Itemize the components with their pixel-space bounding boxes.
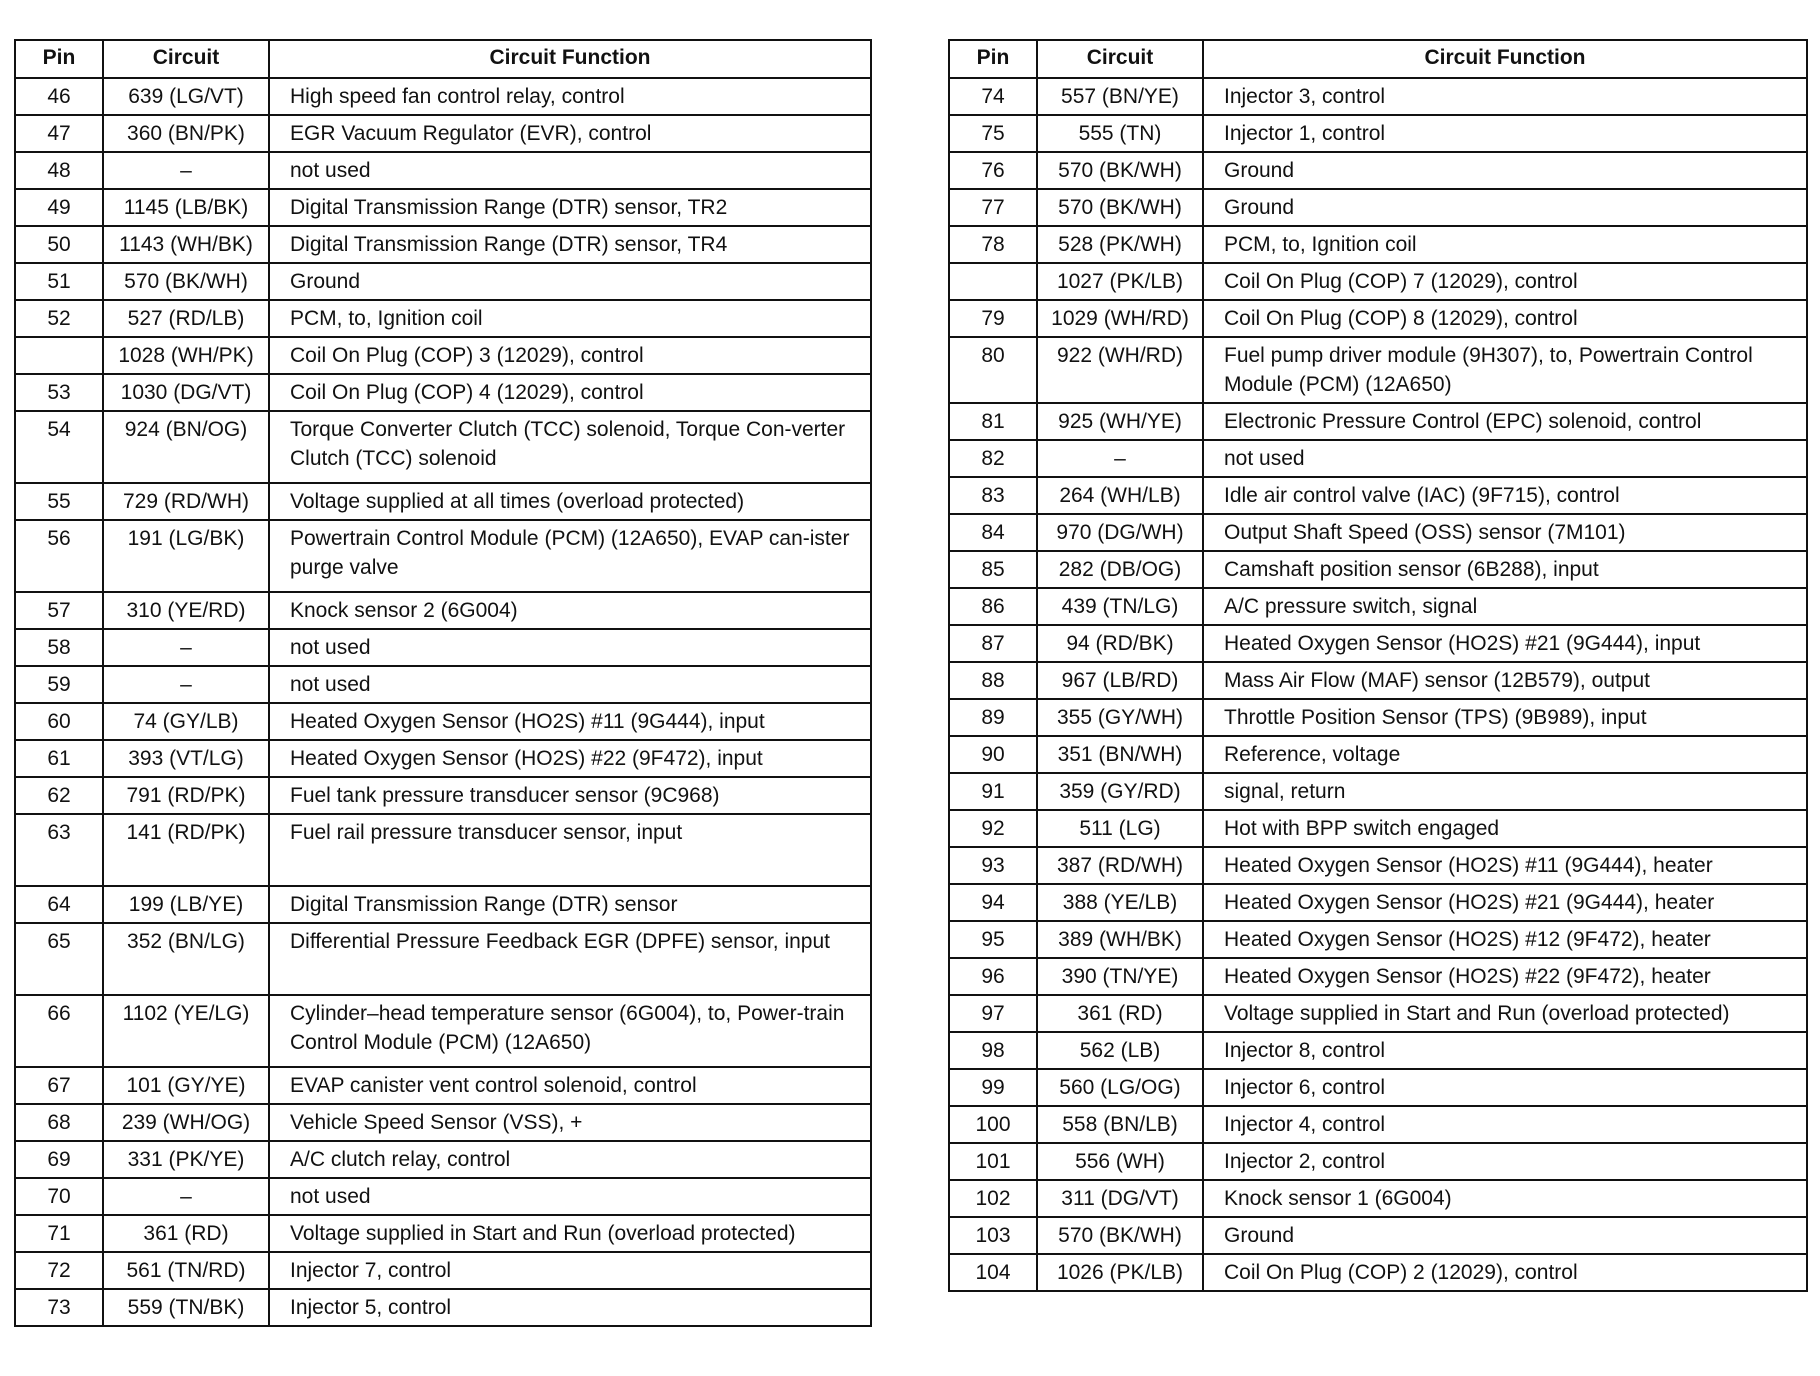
table-row [15, 1178, 871, 1215]
circuit-cell: 360 (BN/PK) [103, 115, 269, 152]
table-row [15, 703, 871, 740]
function-cell: Heated Oxygen Sensor (HO2S) #11 (9G444), input [269, 703, 871, 740]
pin-cell: 75 [949, 115, 1037, 152]
circuit-cell: 559 (TN/BK) [103, 1289, 269, 1326]
pin-table-left [14, 39, 872, 1327]
function-cell: Fuel rail pressure transducer sensor, input [269, 814, 871, 886]
function-cell: Heated Oxygen Sensor (HO2S) #22 (9F472), heater [1203, 958, 1807, 995]
pin-cell: 58 [15, 629, 103, 666]
pin-cell: 93 [949, 847, 1037, 884]
table-row [15, 886, 871, 923]
function-cell: Coil On Plug (COP) 8 (12029), control [1203, 300, 1807, 337]
table-row [15, 520, 871, 592]
circuit-cell: 264 (WH/LB) [1037, 477, 1203, 514]
circuit-cell: 141 (RD/PK) [103, 814, 269, 886]
function-cell: High speed fan control relay, control [269, 78, 871, 115]
circuit-cell: – [103, 152, 269, 189]
circuit-cell: 439 (TN/LG) [1037, 588, 1203, 625]
table-row [15, 1215, 871, 1252]
function-cell: Heated Oxygen Sensor (HO2S) #22 (9F472), input [269, 740, 871, 777]
pin-cell: 51 [15, 263, 103, 300]
pin-cell: 78 [949, 226, 1037, 263]
circuit-cell: – [103, 1178, 269, 1215]
table-row [949, 1180, 1807, 1217]
circuit-cell: 361 (RD) [103, 1215, 269, 1252]
circuit-cell: 390 (TN/YE) [1037, 958, 1203, 995]
pin-cell: 63 [15, 814, 103, 886]
pin-cell: 60 [15, 703, 103, 740]
table-row [949, 1217, 1807, 1254]
table-row [949, 115, 1807, 152]
function-cell: Digital Transmission Range (DTR) sensor, TR4 [269, 226, 871, 263]
pin-cell: 57 [15, 592, 103, 629]
table-row [15, 777, 871, 814]
table-row [15, 1067, 871, 1104]
function-cell: Mass Air Flow (MAF) sensor (12B579), output [1203, 662, 1807, 699]
table-row [15, 814, 871, 886]
table-row [15, 1252, 871, 1289]
circuit-cell: 361 (RD) [1037, 995, 1203, 1032]
function-cell: Coil On Plug (COP) 7 (12029), control [1203, 263, 1807, 300]
pin-cell: 73 [15, 1289, 103, 1326]
pin-cell: 71 [15, 1215, 103, 1252]
table-row [949, 625, 1807, 662]
table-row [15, 666, 871, 703]
circuit-cell: 570 (BK/WH) [1037, 1217, 1203, 1254]
pin-cell: 102 [949, 1180, 1037, 1217]
pin-cell: 82 [949, 440, 1037, 477]
table-row [949, 189, 1807, 226]
function-cell: Cylinder–head temperature sensor (6G004), to, Power-train Control Module (PCM) (12A650) [269, 995, 871, 1067]
table-row [949, 477, 1807, 514]
table-row [949, 1106, 1807, 1143]
table-row [949, 263, 1807, 300]
table-row [15, 152, 871, 189]
table-row [949, 921, 1807, 958]
circuit-cell: 925 (WH/YE) [1037, 403, 1203, 440]
function-cell: PCM, to, Ignition coil [1203, 226, 1807, 263]
function-cell: Torque Converter Clutch (TCC) solenoid, Torque Con-verter Clutch (TCC) solenoid [269, 411, 871, 483]
pin-cell: 90 [949, 736, 1037, 773]
circuit-cell: 1029 (WH/RD) [1037, 300, 1203, 337]
function-cell: Knock sensor 2 (6G004) [269, 592, 871, 629]
circuit-cell: 1143 (WH/BK) [103, 226, 269, 263]
pin-cell: 72 [15, 1252, 103, 1289]
pin-cell: 85 [949, 551, 1037, 588]
function-cell: Heated Oxygen Sensor (HO2S) #11 (9G444), heater [1203, 847, 1807, 884]
function-cell: Electronic Pressure Control (EPC) solenoid, control [1203, 403, 1807, 440]
function-cell: Coil On Plug (COP) 4 (12029), control [269, 374, 871, 411]
circuit-cell: 389 (WH/BK) [1037, 921, 1203, 958]
table-row [949, 1032, 1807, 1069]
circuit-cell: 393 (VT/LG) [103, 740, 269, 777]
pin-cell: 100 [949, 1106, 1037, 1143]
function-cell: Injector 5, control [269, 1289, 871, 1326]
circuit-cell: 352 (BN/LG) [103, 923, 269, 995]
table-row [15, 374, 871, 411]
table-row [949, 78, 1807, 115]
table-row [15, 263, 871, 300]
pin-header: Pin [949, 40, 1037, 78]
circuit-cell: 387 (RD/WH) [1037, 847, 1203, 884]
circuit-cell: 528 (PK/WH) [1037, 226, 1203, 263]
circuit-cell: 570 (BK/WH) [1037, 189, 1203, 226]
pin-cell: 104 [949, 1254, 1037, 1291]
circuit-cell: 557 (BN/YE) [1037, 78, 1203, 115]
pin-cell: 66 [15, 995, 103, 1067]
circuit-cell: 791 (RD/PK) [103, 777, 269, 814]
pin-cell: 84 [949, 514, 1037, 551]
circuit-cell: 94 (RD/BK) [1037, 625, 1203, 662]
circuit-cell: 239 (WH/OG) [103, 1104, 269, 1141]
pin-cell: 101 [949, 1143, 1037, 1180]
circuit-cell: 74 (GY/LB) [103, 703, 269, 740]
function-cell: not used [1203, 440, 1807, 477]
circuit-cell: 922 (WH/RD) [1037, 337, 1203, 403]
pin-cell: 54 [15, 411, 103, 483]
function-cell: Vehicle Speed Sensor (VSS), + [269, 1104, 871, 1141]
header-row [949, 40, 1807, 78]
table-row [949, 662, 1807, 699]
circuit-cell: 351 (BN/WH) [1037, 736, 1203, 773]
function-cell: Coil On Plug (COP) 2 (12029), control [1203, 1254, 1807, 1291]
pin-cell: 74 [949, 78, 1037, 115]
function-cell: Hot with BPP switch engaged [1203, 810, 1807, 847]
pin-cell: 89 [949, 699, 1037, 736]
function-cell: Differential Pressure Feedback EGR (DPFE) sensor, input [269, 923, 871, 995]
table-row [15, 592, 871, 629]
table-row [15, 740, 871, 777]
circuit-cell: 924 (BN/OG) [103, 411, 269, 483]
function-cell: Voltage supplied at all times (overload protected) [269, 483, 871, 520]
circuit-cell: 1027 (PK/LB) [1037, 263, 1203, 300]
pin-cell: 99 [949, 1069, 1037, 1106]
pin-cell: 97 [949, 995, 1037, 1032]
function-cell: Digital Transmission Range (DTR) sensor [269, 886, 871, 923]
table-row [949, 440, 1807, 477]
circuit-cell: 562 (LB) [1037, 1032, 1203, 1069]
pin-cell: 83 [949, 477, 1037, 514]
circuit-cell: 511 (LG) [1037, 810, 1203, 847]
circuit-cell: 388 (YE/LB) [1037, 884, 1203, 921]
function-cell: not used [269, 629, 871, 666]
pin-cell: 68 [15, 1104, 103, 1141]
table-row [949, 884, 1807, 921]
table-row [15, 995, 871, 1067]
table-row [15, 189, 871, 226]
function-cell: Camshaft position sensor (6B288), input [1203, 551, 1807, 588]
table-row [949, 810, 1807, 847]
pin-cell [949, 263, 1037, 300]
circuit-cell: 967 (LB/RD) [1037, 662, 1203, 699]
table-row [949, 847, 1807, 884]
pin-cell: 79 [949, 300, 1037, 337]
circuit-cell: 729 (RD/WH) [103, 483, 269, 520]
circuit-cell: 1102 (YE/LG) [103, 995, 269, 1067]
circuit-cell: 1145 (LB/BK) [103, 189, 269, 226]
pin-cell: 70 [15, 1178, 103, 1215]
table-row [15, 483, 871, 520]
table-row [949, 736, 1807, 773]
table-row [949, 1254, 1807, 1291]
circuit-cell: 355 (GY/WH) [1037, 699, 1203, 736]
function-cell: Output Shaft Speed (OSS) sensor (7M101) [1203, 514, 1807, 551]
function-cell: Coil On Plug (COP) 3 (12029), control [269, 337, 871, 374]
function-cell: Injector 4, control [1203, 1106, 1807, 1143]
function-cell: Ground [1203, 152, 1807, 189]
circuit-cell: 561 (TN/RD) [103, 1252, 269, 1289]
table-row [949, 226, 1807, 263]
function-cell: Voltage supplied in Start and Run (overload protected) [269, 1215, 871, 1252]
circuit-cell: 558 (BN/LB) [1037, 1106, 1203, 1143]
circuit-cell: 560 (LG/OG) [1037, 1069, 1203, 1106]
circuit-cell: 311 (DG/VT) [1037, 1180, 1203, 1217]
circuit-cell: – [103, 666, 269, 703]
function-cell: not used [269, 666, 871, 703]
table-row [15, 411, 871, 483]
circuit-header: Circuit [1037, 40, 1203, 78]
table-row [949, 152, 1807, 189]
table-row [15, 923, 871, 995]
function-cell: Injector 2, control [1203, 1143, 1807, 1180]
circuit-cell: – [103, 629, 269, 666]
table-row [949, 514, 1807, 551]
pin-cell: 87 [949, 625, 1037, 662]
function-cell: Ground [1203, 1217, 1807, 1254]
header-row [15, 40, 871, 78]
pin-cell: 80 [949, 337, 1037, 403]
pin-cell [15, 337, 103, 374]
pin-cell: 69 [15, 1141, 103, 1178]
circuit-cell: 970 (DG/WH) [1037, 514, 1203, 551]
function-cell: Injector 6, control [1203, 1069, 1807, 1106]
circuit-cell: 527 (RD/LB) [103, 300, 269, 337]
pin-cell: 56 [15, 520, 103, 592]
table-row [15, 78, 871, 115]
pin-cell: 62 [15, 777, 103, 814]
circuit-cell: 1026 (PK/LB) [1037, 1254, 1203, 1291]
circuit-cell: 639 (LG/VT) [103, 78, 269, 115]
pin-cell: 48 [15, 152, 103, 189]
function-cell: not used [269, 1178, 871, 1215]
pin-cell: 46 [15, 78, 103, 115]
function-cell: not used [269, 152, 871, 189]
pin-cell: 55 [15, 483, 103, 520]
circuit-cell: 555 (TN) [1037, 115, 1203, 152]
pin-cell: 76 [949, 152, 1037, 189]
table-row [949, 958, 1807, 995]
table-row [949, 1069, 1807, 1106]
table-row [949, 300, 1807, 337]
function-cell: Voltage supplied in Start and Run (overload protected) [1203, 995, 1807, 1032]
pin-cell: 50 [15, 226, 103, 263]
pin-cell: 88 [949, 662, 1037, 699]
function-cell: Heated Oxygen Sensor (HO2S) #12 (9F472), heater [1203, 921, 1807, 958]
function-header: Circuit Function [1203, 40, 1807, 78]
circuit-cell: 570 (BK/WH) [103, 263, 269, 300]
circuit-cell: 556 (WH) [1037, 1143, 1203, 1180]
circuit-cell: 101 (GY/YE) [103, 1067, 269, 1104]
function-cell: A/C clutch relay, control [269, 1141, 871, 1178]
function-cell: Ground [269, 263, 871, 300]
pin-cell: 67 [15, 1067, 103, 1104]
pin-cell: 95 [949, 921, 1037, 958]
table-row [949, 995, 1807, 1032]
pin-cell: 91 [949, 773, 1037, 810]
function-cell: Fuel tank pressure transducer sensor (9C968) [269, 777, 871, 814]
pin-table-right [948, 39, 1808, 1292]
circuit-cell: 191 (LG/BK) [103, 520, 269, 592]
circuit-cell: 359 (GY/RD) [1037, 773, 1203, 810]
table-row [15, 1104, 871, 1141]
pin-cell: 77 [949, 189, 1037, 226]
function-cell: Digital Transmission Range (DTR) sensor, TR2 [269, 189, 871, 226]
function-cell: Fuel pump driver module (9H307), to, Powertrain Control Module (PCM) (12A650) [1203, 337, 1807, 403]
circuit-cell: 1030 (DG/VT) [103, 374, 269, 411]
function-cell: Throttle Position Sensor (TPS) (9B989), input [1203, 699, 1807, 736]
circuit-cell: 199 (LB/YE) [103, 886, 269, 923]
pin-cell: 53 [15, 374, 103, 411]
table-row [949, 337, 1807, 403]
table-row [15, 226, 871, 263]
pin-cell: 64 [15, 886, 103, 923]
function-cell: signal, return [1203, 773, 1807, 810]
pin-cell: 98 [949, 1032, 1037, 1069]
circuit-cell: 570 (BK/WH) [1037, 152, 1203, 189]
function-cell: Injector 7, control [269, 1252, 871, 1289]
table-row [15, 337, 871, 374]
circuit-cell: – [1037, 440, 1203, 477]
pin-cell: 92 [949, 810, 1037, 847]
function-cell: Powertrain Control Module (PCM) (12A650), EVAP can-ister purge valve [269, 520, 871, 592]
pin-header: Pin [15, 40, 103, 78]
function-cell: A/C pressure switch, signal [1203, 588, 1807, 625]
pin-cell: 81 [949, 403, 1037, 440]
function-cell: Injector 8, control [1203, 1032, 1807, 1069]
table-row [15, 1289, 871, 1326]
pin-cell: 96 [949, 958, 1037, 995]
pin-cell: 47 [15, 115, 103, 152]
pin-cell: 103 [949, 1217, 1037, 1254]
pin-cell: 94 [949, 884, 1037, 921]
table-row [15, 115, 871, 152]
pin-cell: 49 [15, 189, 103, 226]
pin-cell: 61 [15, 740, 103, 777]
circuit-cell: 310 (YE/RD) [103, 592, 269, 629]
table-row [949, 1143, 1807, 1180]
function-cell: Heated Oxygen Sensor (HO2S) #21 (9G444), heater [1203, 884, 1807, 921]
table-row [949, 588, 1807, 625]
function-cell: Injector 1, control [1203, 115, 1807, 152]
circuit-cell: 282 (DB/OG) [1037, 551, 1203, 588]
pin-cell: 52 [15, 300, 103, 337]
function-cell: Injector 3, control [1203, 78, 1807, 115]
circuit-cell: 331 (PK/YE) [103, 1141, 269, 1178]
table-row [15, 300, 871, 337]
table-row [949, 403, 1807, 440]
table-row [15, 629, 871, 666]
function-cell: PCM, to, Ignition coil [269, 300, 871, 337]
circuit-header: Circuit [103, 40, 269, 78]
function-cell: Reference, voltage [1203, 736, 1807, 773]
function-cell: Ground [1203, 189, 1807, 226]
pin-cell: 59 [15, 666, 103, 703]
function-cell: EVAP canister vent control solenoid, control [269, 1067, 871, 1104]
function-cell: Heated Oxygen Sensor (HO2S) #21 (9G444), input [1203, 625, 1807, 662]
pin-cell: 86 [949, 588, 1037, 625]
circuit-cell: 1028 (WH/PK) [103, 337, 269, 374]
function-cell: Knock sensor 1 (6G004) [1203, 1180, 1807, 1217]
table-row [949, 773, 1807, 810]
table-row [15, 1141, 871, 1178]
table-row [949, 551, 1807, 588]
function-cell: EGR Vacuum Regulator (EVR), control [269, 115, 871, 152]
pin-cell: 65 [15, 923, 103, 995]
table-row [949, 699, 1807, 736]
function-header: Circuit Function [269, 40, 871, 78]
function-cell: Idle air control valve (IAC) (9F715), control [1203, 477, 1807, 514]
